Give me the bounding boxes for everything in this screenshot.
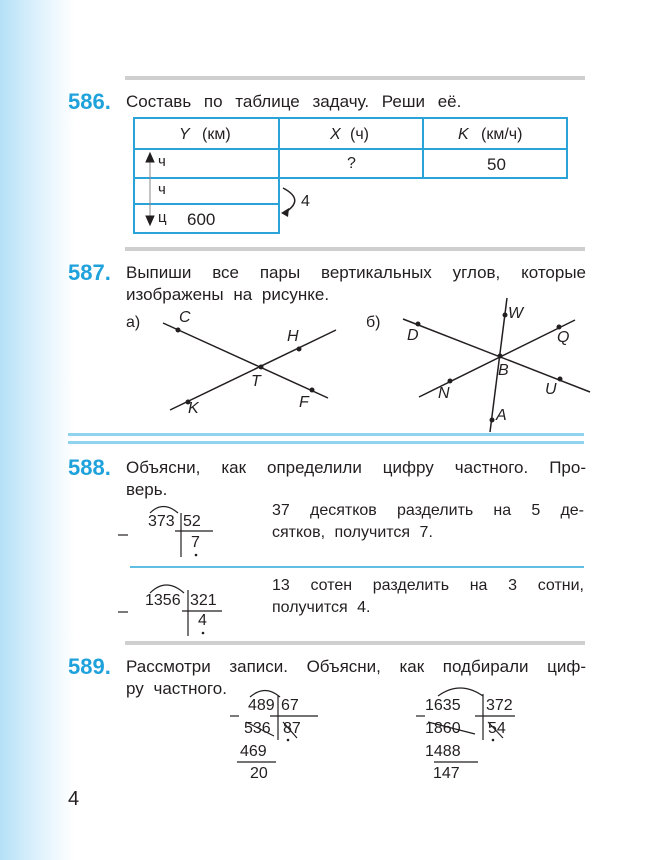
point-label-u: U — [545, 381, 557, 398]
point-label-q: Q — [557, 329, 570, 346]
explanation-588-2-line2: получится 4. — [272, 599, 371, 616]
point-label-c: C — [179, 309, 191, 326]
figure-a — [163, 323, 336, 410]
row1-k-value: 50 — [487, 155, 506, 174]
divisor-589-1: 67 — [281, 697, 299, 714]
task-number-588: 588. — [68, 455, 111, 480]
trial-quotient-589-2: 54 — [488, 720, 506, 737]
task-number-589: 589. — [68, 654, 111, 679]
point-label-d: D — [407, 327, 419, 344]
header-unit: (км) — [202, 126, 231, 143]
header-var: Y — [179, 126, 190, 143]
task-589-text-line1: Рассмотри записи. Объясни, как подбирали циф- — [126, 657, 586, 676]
divisor-588-2: 321 — [190, 592, 217, 609]
page-number: 4 — [68, 788, 80, 810]
row-label: ч — [158, 181, 166, 198]
quotient-588-1: 7 — [191, 534, 200, 551]
task-586-text: Составь по таблице задачу. Реши её. — [126, 92, 462, 111]
task-589-text-line2: ру частного. — [126, 679, 227, 698]
figure-b-label: б) — [366, 314, 381, 331]
dividend-589-1: 489 — [248, 697, 275, 714]
header-var: K — [458, 126, 469, 143]
task-588-text-line2: верь. — [126, 480, 168, 499]
dividend-588-2: 1356 — [145, 592, 181, 609]
point-label-h: H — [287, 328, 299, 345]
header-unit: (км/ч) — [481, 126, 523, 143]
figure-a-label: а) — [126, 314, 141, 331]
product-589-1: 469 — [240, 743, 267, 760]
remainder-589-2: 147 — [433, 765, 460, 782]
point-label-w: W — [508, 305, 524, 322]
product-589-2: 1488 — [425, 743, 461, 760]
task-number-587: 587. — [68, 260, 111, 285]
quotient-588-2: 4 — [198, 612, 207, 629]
curved-arrow-icon — [281, 188, 295, 217]
point-label-k: K — [188, 400, 199, 417]
task-587-text-line2: изображены на рисунке. — [126, 285, 330, 304]
header-unit: (ч) — [350, 126, 369, 143]
divisor-588-1: 52 — [183, 513, 201, 530]
row-label: ч — [158, 153, 166, 170]
explanation-588-2-line1: 13 сотен разделить на 3 сотни, — [272, 577, 584, 594]
explanation-588-1-line1: 37 десятков разделить на 5 де- — [272, 502, 584, 519]
dividend-589-2: 1635 — [425, 697, 461, 714]
task-587-text-line1: Выпиши все пары вертикальных углов, которые — [126, 263, 586, 282]
explanation-588-1-line2: сятков, получится 7. — [272, 524, 433, 541]
remainder-589-1: 20 — [250, 765, 268, 782]
divisor-589-2: 372 — [486, 697, 513, 714]
point-label-n: N — [438, 385, 450, 402]
point-label-f: F — [299, 394, 309, 411]
point-label-b: B — [498, 362, 509, 379]
task-588-text-line1: Объясни, как определили цифру частного. Про- — [126, 458, 586, 477]
figure-b-points — [416, 313, 563, 423]
row3-y-value: 600 — [187, 210, 216, 229]
header-var: X — [330, 126, 341, 143]
double-arrow-icon — [146, 153, 154, 225]
task-number-586: 586. — [68, 89, 111, 114]
row-label: ц — [158, 209, 167, 226]
point-label-t: T — [251, 373, 261, 390]
trial-product-589-2: 1860 — [425, 720, 461, 737]
trial-product-589-1: 536 — [244, 720, 271, 737]
trial-quotient-589-1: 87 — [283, 720, 301, 737]
point-label-a: A — [496, 407, 507, 424]
row1-x-value: ? — [347, 155, 356, 172]
arrow-label: 4 — [301, 193, 310, 210]
dividend-588-1: 373 — [148, 513, 175, 530]
